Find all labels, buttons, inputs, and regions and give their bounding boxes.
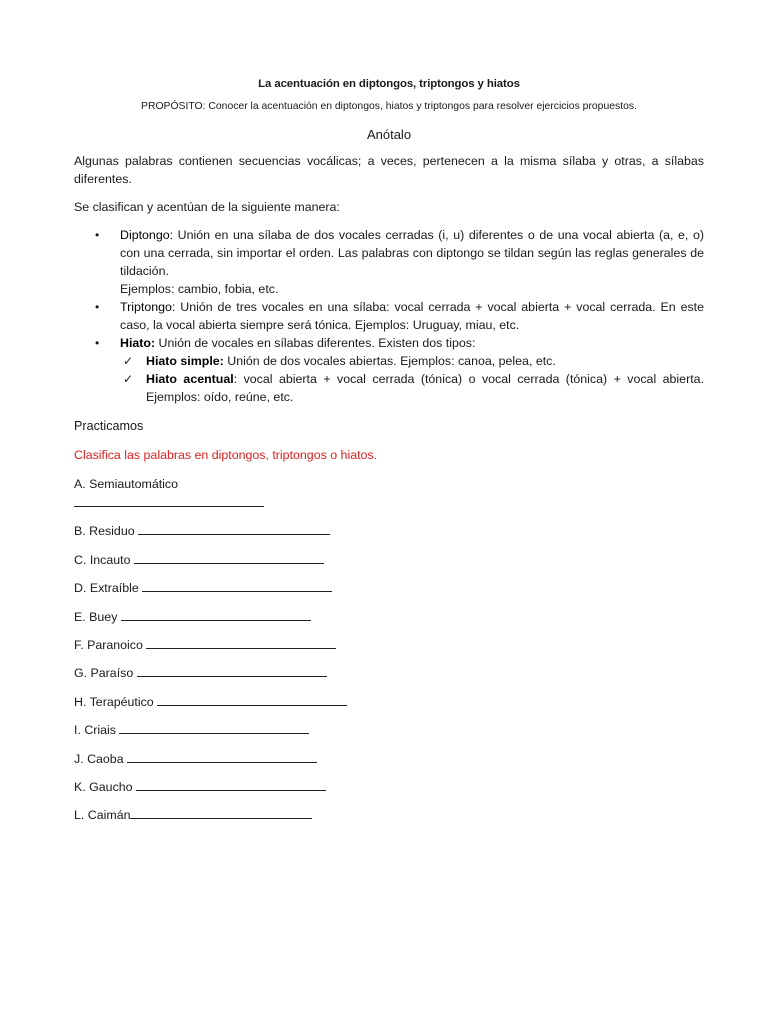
bullet-icon: • [95,228,100,242]
definition-diptongo [74,226,704,298]
exercise-word: J. Caoba [74,751,124,766]
answer-blank[interactable] [138,521,330,535]
answer-blank[interactable] [137,663,327,677]
exercise-word: B. Residuo [74,524,135,539]
answer-blank[interactable] [119,720,309,734]
exercise-item [74,521,704,540]
section-heading-anotalo: Anótalo [366,127,412,142]
classify-intro: Se clasifican y acentúan de la siguiente manera: [74,200,340,214]
definition-hiato [74,334,704,406]
exercise-item [74,550,704,569]
definitions-list [74,226,704,406]
bullet-icon: • [95,336,100,350]
exercise-item [74,663,704,682]
document-title: La acentuación en diptongos, triptongos y hiatos [258,78,520,90]
exercise-item [74,475,704,512]
practice-title: Practicamos [74,419,144,433]
answer-blank[interactable] [136,777,326,791]
exercise-item [74,692,704,711]
definition-triptongo [74,298,704,334]
exercise-word: L. Caimán [74,808,131,823]
answer-blank[interactable] [127,749,317,763]
exercise-word: K. Gaucho [74,779,133,794]
checkmark-icon: ✓ [123,354,134,368]
exercise-word: F. Paranoico [74,637,143,652]
exercise-instruction: Clasifica las palabras en diptongos, triptongos o hiatos. [74,448,378,462]
definition-example: Ejemplos: cambio, fobia, etc. [120,282,279,296]
exercise-word: A. Semiautomático [74,477,178,491]
exercise-item [74,805,704,824]
bullet-icon: • [95,300,100,314]
term-hiato-acentual: Hiato acentual [146,372,234,386]
purpose-line: PROPÓSITO: Conocer la acentuación en diptongos, hiatos y triptongos para resolver ejercicios propuestos. [141,101,637,112]
exercise-word: D. Extraíble [74,581,139,596]
term-hiato: Hiato: [120,336,156,350]
definition-text: Unión de vocales en sílabas diferentes. Existen dos tipos: [155,336,476,350]
term-diptongo: Diptongo [120,228,170,242]
exercise-word: H. Terapéutico [74,694,154,709]
exercise-item [74,607,704,626]
answer-blank[interactable] [142,578,332,592]
hiato-simple-text: Unión de dos vocales abiertas. Ejemplos: canoa, pelea, etc. [223,354,556,368]
term-triptongo: Triptongo [120,300,172,314]
definition-text: : Unión en una sílaba de dos vocales cerradas (i, u) diferentes o de una vocal abierta (a, e, o) con una cerrada, sin importar el orden. Las palabras con diptongo se tildan según las reglas generales de tildación. [120,228,704,278]
exercise-word: I. Criais [74,723,116,738]
answer-blank[interactable] [157,692,347,706]
exercise-item [74,578,704,597]
answer-blank[interactable] [74,493,264,507]
answer-blank[interactable] [146,635,336,649]
term-hiato-simple: Hiato simple: [146,354,224,368]
checkmark-icon: ✓ [123,372,134,386]
intro-paragraph: Algunas palabras contienen secuencias vocálicas; a veces, pertenecen a la misma sílaba y otras, a sílabas diferentes. [74,154,704,186]
hiato-types-list [120,352,704,406]
exercise-word: C. Incauto [74,552,131,567]
answer-blank[interactable] [121,607,311,621]
exercise-item [74,635,704,654]
exercise-item [74,749,704,768]
exercise-word: G. Paraíso [74,666,134,681]
exercise-item [74,720,704,739]
definition-text: : Unión de tres vocales en una sílaba: vocal cerrada + vocal abierta + vocal cerrada. En este caso, la vocal abierta siempre será tónica. Ejemplos: Uruguay, miau, etc. [120,300,704,332]
hiato-acentual-text: : vocal abierta + vocal cerrada (tónica) o vocal cerrada (tónica) + vocal abierta. Ejemplos: oído, reúne, etc. [146,372,704,404]
answer-blank[interactable] [130,805,312,819]
hiato-acentual-item [120,370,704,406]
answer-blank[interactable] [134,550,324,564]
hiato-simple-item [120,352,704,370]
exercise-word: E. Buey [74,609,118,624]
exercise-item [74,777,704,796]
